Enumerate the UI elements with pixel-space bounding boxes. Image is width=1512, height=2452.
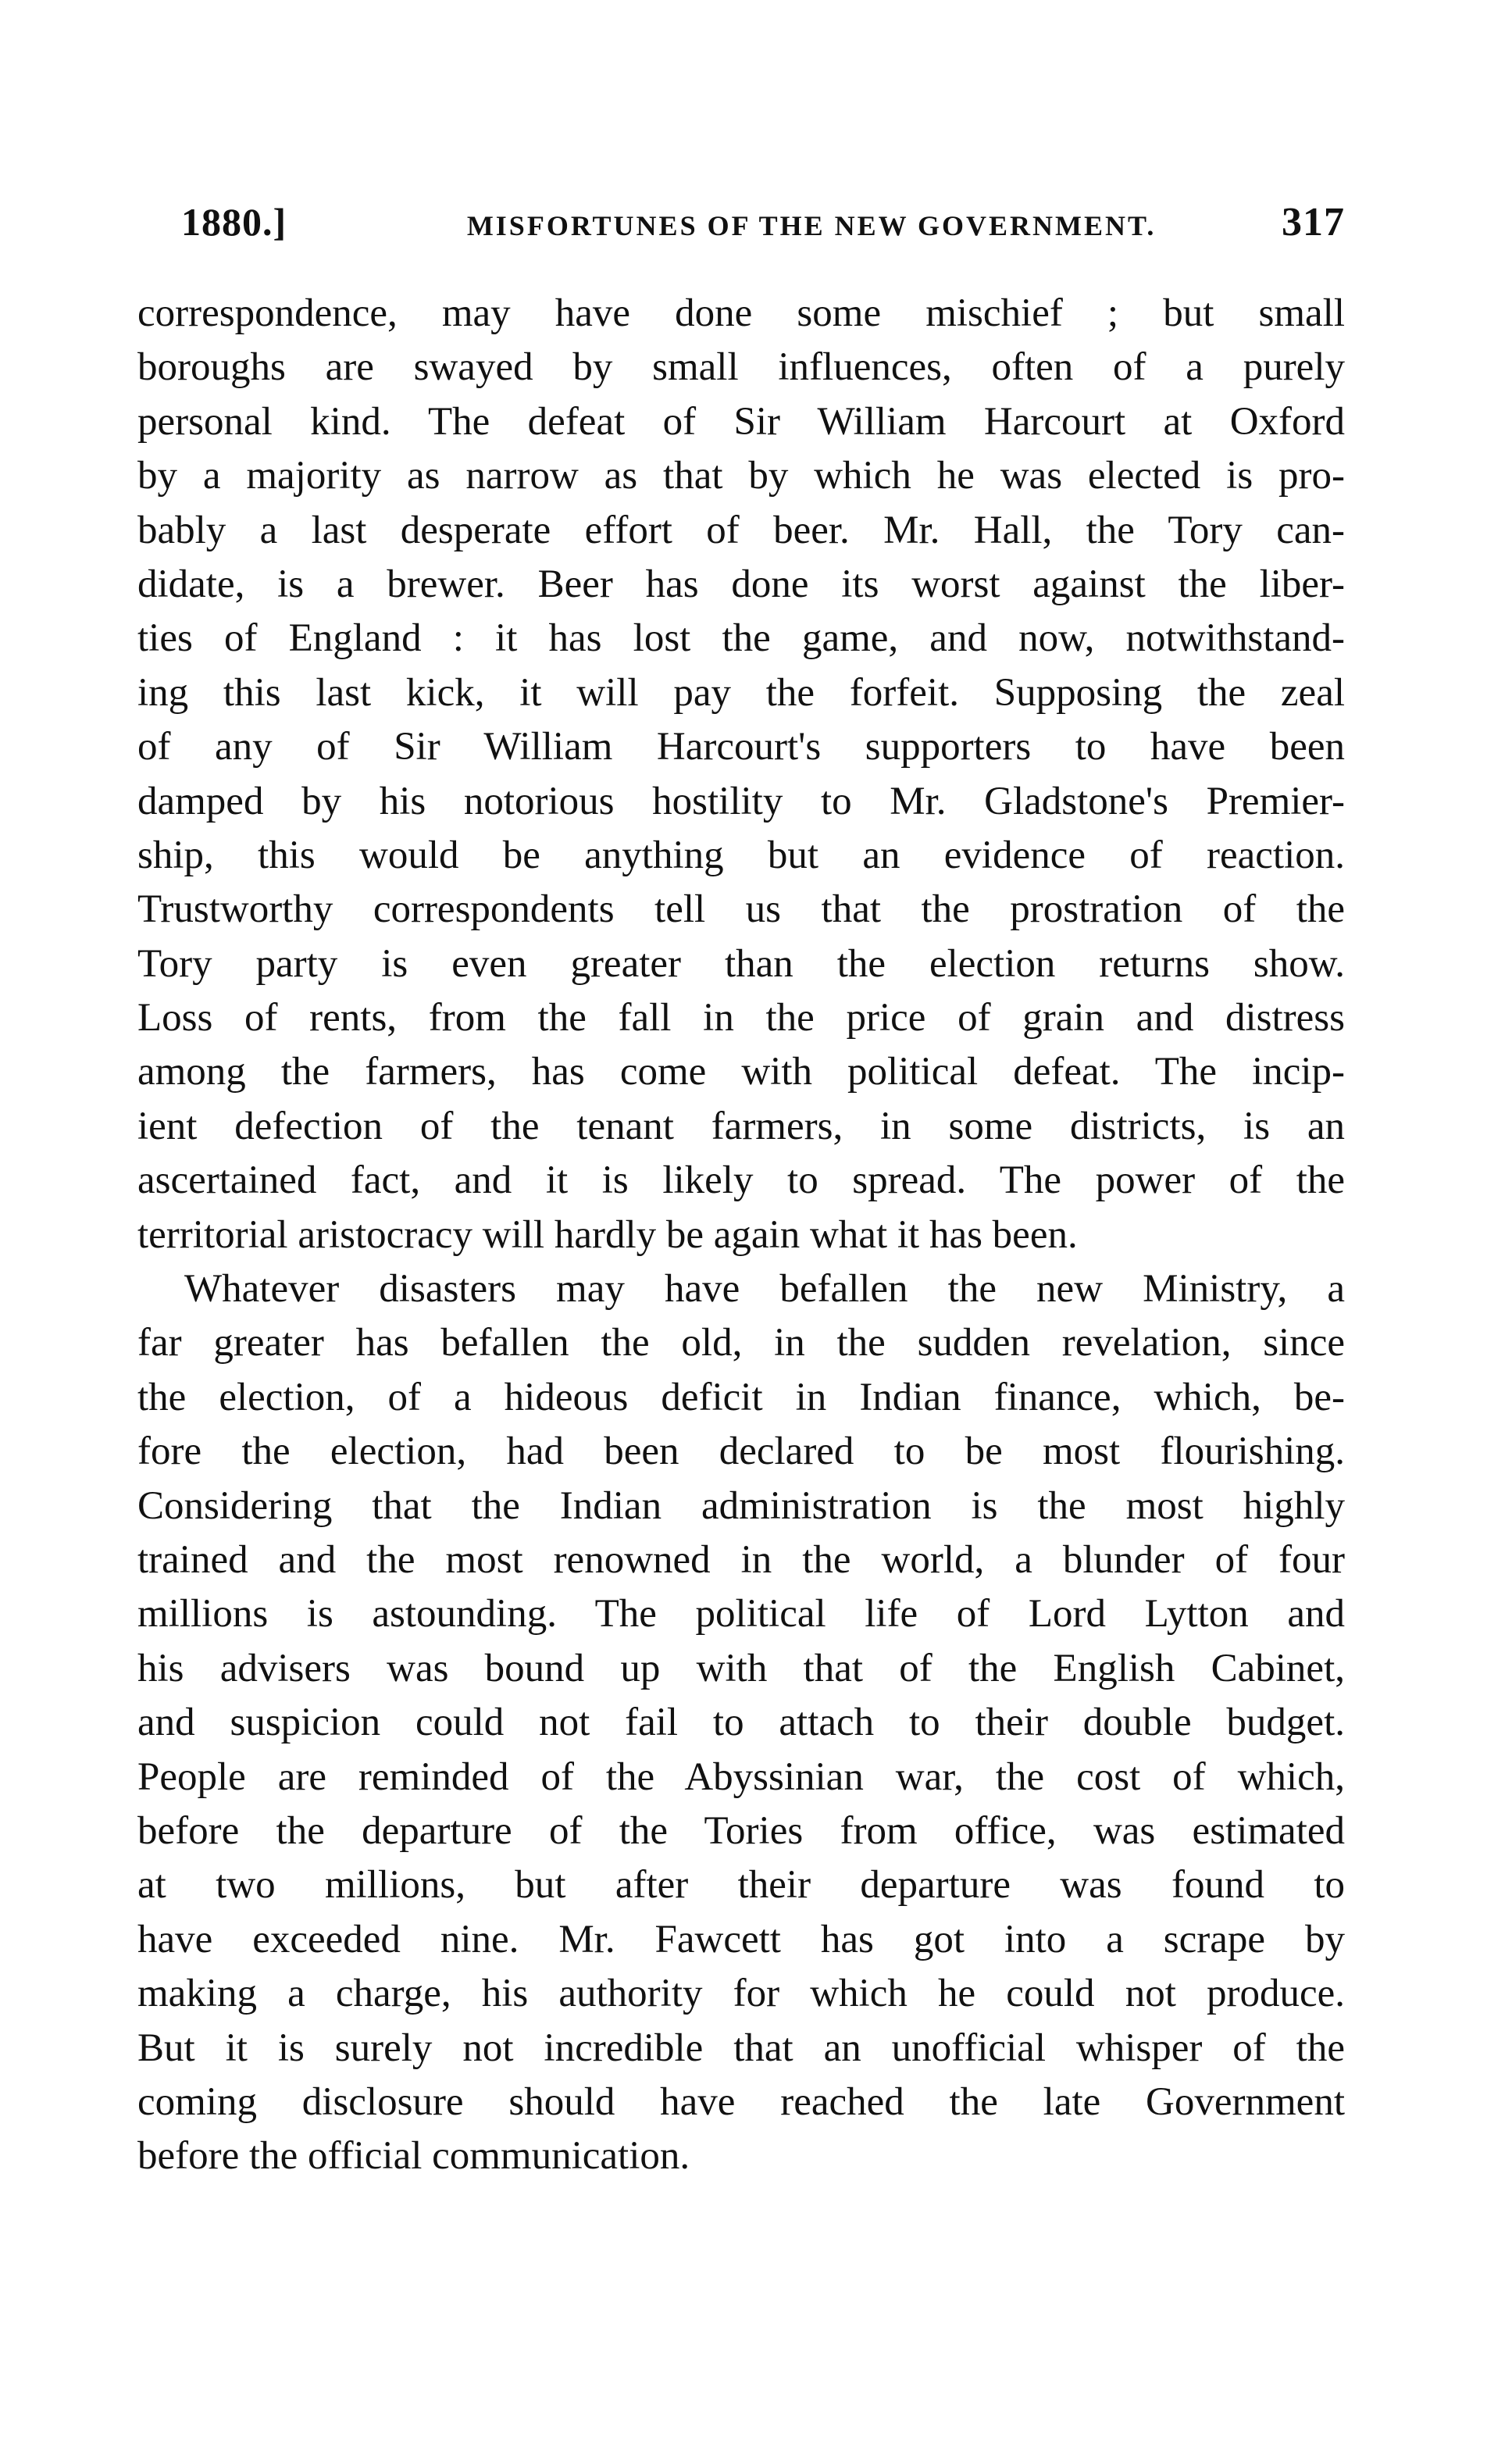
- text-line: ascertained fact, and it is likely to spread. The power of the: [137, 1158, 1345, 1203]
- text-line: ing this last kick, it will pay the forfeit. Supposing the zeal: [137, 670, 1345, 715]
- text-line: and suspicion could not fail to attach to their double budget.: [137, 1701, 1345, 1745]
- text-line: making a charge, his authority for which he could not produce.: [137, 1972, 1345, 2016]
- text-line: Whatever disasters may have befallen the new Ministry, a: [184, 1267, 1345, 1312]
- text-line: Loss of rents, from the fall in the price of grain and distress: [137, 996, 1345, 1040]
- text-line: fore the election, had been declared to be most flourishing.: [137, 1429, 1345, 1474]
- paragraph: [137, 287, 1345, 1262]
- text-line: at two millions, but after their departure was found to: [137, 1863, 1345, 1908]
- paragraph: [137, 1262, 1345, 2184]
- text-line: ient defection of the tenant farmers, in some districts, is an: [137, 1104, 1345, 1148]
- text-line: ship, this would be anything but an evidence of reaction.: [137, 833, 1345, 877]
- text-line: didate, is a brewer. Beer has done its worst against the liber-: [137, 562, 1345, 606]
- body-text: [137, 287, 1345, 2184]
- text-line: the election, of a hideous deficit in Indian finance, which, be-: [137, 1375, 1345, 1419]
- text-line: But it is surely not incredible that an unofficial whisper of the: [137, 2025, 1345, 2070]
- page-number: 317: [1281, 200, 1345, 244]
- text-line: far greater has befallen the old, in the sudden revelation, since: [137, 1321, 1345, 1365]
- text-line: Trustworthy correspondents tell us that the prostration of the: [137, 887, 1345, 932]
- header-year: 1880.]: [181, 200, 287, 244]
- text-line: trained and the most renowned in the world, a blunder of four: [137, 1537, 1345, 1582]
- text-line: millions is astounding. The political life of Lord Lytton and: [137, 1592, 1345, 1636]
- text-line: his advisers was bound up with that of the English Cabinet,: [137, 1646, 1345, 1690]
- text-line: territorial aristocracy will hardly be again what it has been.: [137, 1212, 1078, 1257]
- running-title: MISFORTUNES OF THE NEW GOVERNMENT.: [466, 210, 1157, 241]
- text-line: bably a last desperate effort of beer. Mr. Hall, the Tory can-: [137, 508, 1345, 552]
- text-line: Considering that the Indian administration is the most highly: [137, 1483, 1345, 1528]
- text-line: personal kind. The defeat of Sir William Harcourt at Oxford: [137, 399, 1345, 444]
- text-line: boroughs are swayed by small influences, often of a purely: [137, 345, 1345, 390]
- text-line: Tory party is even greater than the election returns show.: [137, 941, 1345, 986]
- text-line: People are reminded of the Abyssinian war, the cost of which,: [137, 1754, 1345, 1799]
- text-line: damped by his notorious hostility to Mr. Gladstone's Premier-: [137, 779, 1345, 823]
- text-line: by a majority as narrow as that by which he was elected is pro-: [137, 454, 1345, 498]
- text-line: have exceeded nine. Mr. Fawcett has got into a scrape by: [137, 1917, 1345, 1961]
- running-header: [181, 199, 1345, 254]
- text-line: among the farmers, has come with political defeat. The incip-: [137, 1050, 1345, 1094]
- text-line: before the official communication.: [137, 2134, 690, 2179]
- text-line: of any of Sir William Harcourt's supporters to have been: [137, 725, 1345, 769]
- text-line: before the departure of the Tories from office, was estimated: [137, 1808, 1345, 1853]
- text-line: coming disclosure should have reached the late Government: [137, 2079, 1345, 2124]
- text-line: correspondence, may have done some mischief ; but small: [137, 291, 1345, 335]
- text-line: ties of England : it has lost the game, and now, notwithstand-: [137, 616, 1345, 661]
